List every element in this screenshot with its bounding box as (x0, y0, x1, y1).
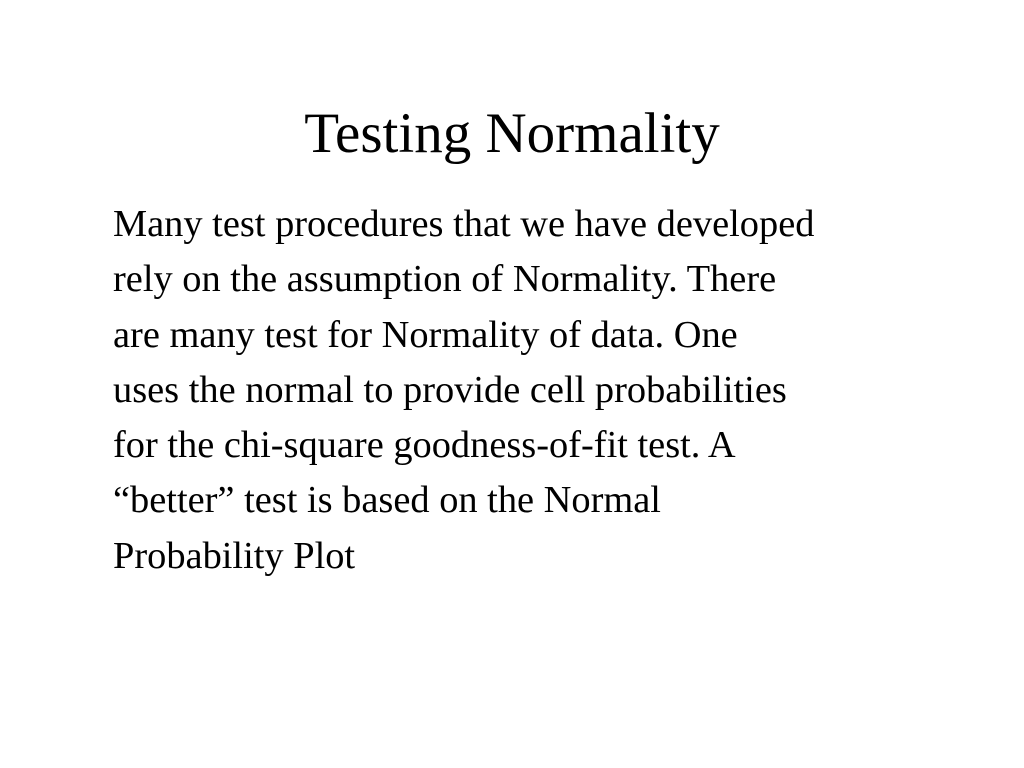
slide-title: Testing Normality (304, 102, 720, 165)
body-line: Many test procedures that we have developed (113, 203, 815, 245)
body-line: Probability Plot (113, 534, 356, 577)
body-line: are many test for Normality of data. One (113, 313, 738, 356)
slide-body (113, 197, 993, 584)
body-line: rely on the assumption of Normality. There (113, 258, 777, 301)
body-line: for the chi-square goodness-of-fit test. A (113, 424, 736, 467)
body-line: “better” test is based on the Normal (113, 479, 661, 522)
body-line: uses the normal to provide cell probabilities (113, 368, 787, 411)
